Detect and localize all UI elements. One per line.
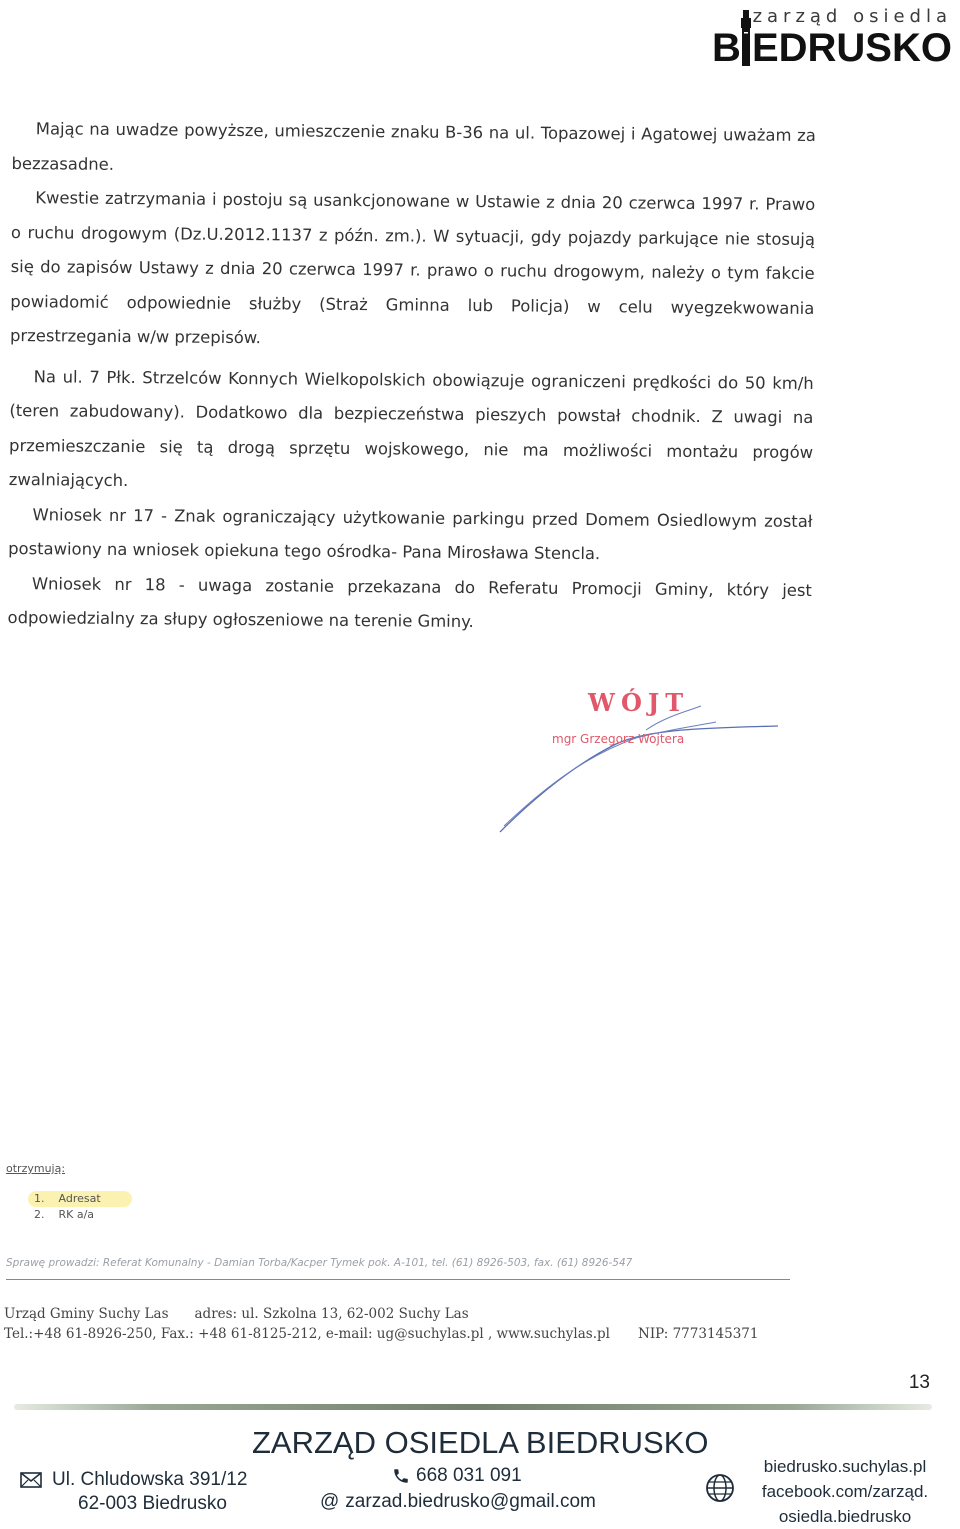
logo-wordmark: BIEDRUSKO — [711, 26, 952, 70]
paragraph: Na ul. 7 Płk. Strzelców Konnych Wielkopolskich obowiązuje ograniczeni prędkości do 50 km/h (teren zabudowany). Dodatkowo dla bezpieczeństwa pieszych powstał chodnik. Z uwagi na przemieszczanie się tą drogą sprzętu wojskowego, nie ma możliwości montażu progów zwalniających. — [8, 366, 814, 491]
paragraph: Wniosek nr 17 - Znak ograniczający użytkowanie parkingu przed Domem Osiedlowym został postawiony na wniosek opiekuna tego ośrodka- Pana Mirosława Stencla. — [8, 504, 813, 564]
footer-address — [20, 1469, 247, 1515]
footer-divider — [14, 1404, 932, 1410]
list-text: Adresat — [58, 1192, 101, 1205]
logo-tagline: zarząd osiedla — [752, 6, 952, 27]
divider — [6, 1279, 790, 1280]
paragraph: Mając na uwadze powyższe, umieszczenie znaku B-36 na ul. Topazowej i Agatowej uważam za bezzasadne. — [11, 119, 816, 174]
list-number: 1. — [34, 1192, 45, 1205]
at-icon: @ — [320, 1491, 340, 1512]
prepared-by-line: Sprawę prowadzi: Referat Komunalny - Damian Torba/Kacper Tymek pok. A-101, tel. (61) 8926-503, fax. (61) 8926-547 — [6, 1257, 633, 1269]
paragraph: Wniosek nr 18 - uwaga zostanie przekazana do Referatu Promocji Gminy, który jest odpowiedzialny za słupy ogłoszeniowe na terenie Gminy. — [7, 573, 812, 632]
footer-title: ZARZĄD OSIEDLA BIEDRUSKO — [252, 1425, 709, 1460]
stamp-title: WÓJT — [588, 688, 690, 717]
envelope-icon — [20, 1472, 42, 1488]
list-number: 2. — [34, 1208, 45, 1221]
footer-phone: 668 031 091 — [416, 1465, 522, 1486]
footer-contact — [320, 1465, 596, 1513]
office-address: adres: ul. Szkolna 13, 62-002 Suchy Las — [194, 1306, 469, 1322]
page-number: 13 — [908, 1372, 930, 1393]
footer-facebook-link-1[interactable]: facebook.com/zarząd. — [761, 1482, 929, 1501]
paragraph: Kwestie zatrzymania i postoju są usankcjonowane w Ustawie z dnia 20 czerwca 1997 r. Prawo o ruchu drogowym (Dz.U.2012.1137 z późn. zm.). W sytuacji, gdy pojazdy parkujące nie stosują się do zapisów Ustawy z dnia 20 czerwca 1997 r. prawo o ruchu drogowym, należy o tym fakcie powiadomić odpowiednie służby (Straż Gminna lub Policja) w celu wyegzekwowania przestrzegania w/w przepisów. — [9, 188, 816, 348]
list-text: RK a/a — [58, 1208, 95, 1221]
signature-stamp — [496, 686, 796, 846]
letter-body — [7, 112, 816, 642]
footer-email[interactable]: zarzad.biedrusko@gmail.com — [345, 1491, 596, 1512]
office-info — [4, 1304, 784, 1344]
logo — [711, 4, 956, 70]
footer-address-line1: Ul. Chludowska 391/12 — [52, 1469, 248, 1490]
recipients-block — [6, 1162, 132, 1223]
office-nip: NIP: 7773145371 — [638, 1326, 759, 1342]
recipients-label: otrzymują: — [6, 1162, 66, 1175]
phone-icon — [392, 1467, 410, 1485]
footer-address-line2: 62-003 Biedrusko — [78, 1493, 227, 1514]
stamp-name: mgr Grzegorz Wojtera — [552, 732, 685, 746]
list-item — [34, 1207, 132, 1223]
list-item — [28, 1191, 132, 1207]
office-contact: Tel.:+48 61-8926-250, Fax.: +48 61-8125-212, e-mail: ug@suchylas.pl , www.suchylas.pl — [4, 1326, 610, 1342]
footer-facebook-link-2[interactable]: osiedla.biedrusko — [778, 1507, 912, 1526]
globe-icon — [704, 1472, 736, 1504]
footer-website-link[interactable]: biedrusko.suchylas.pl — [763, 1457, 927, 1476]
recipients-list — [6, 1191, 132, 1223]
office-name: Urząd Gminy Suchy Las — [4, 1306, 169, 1322]
